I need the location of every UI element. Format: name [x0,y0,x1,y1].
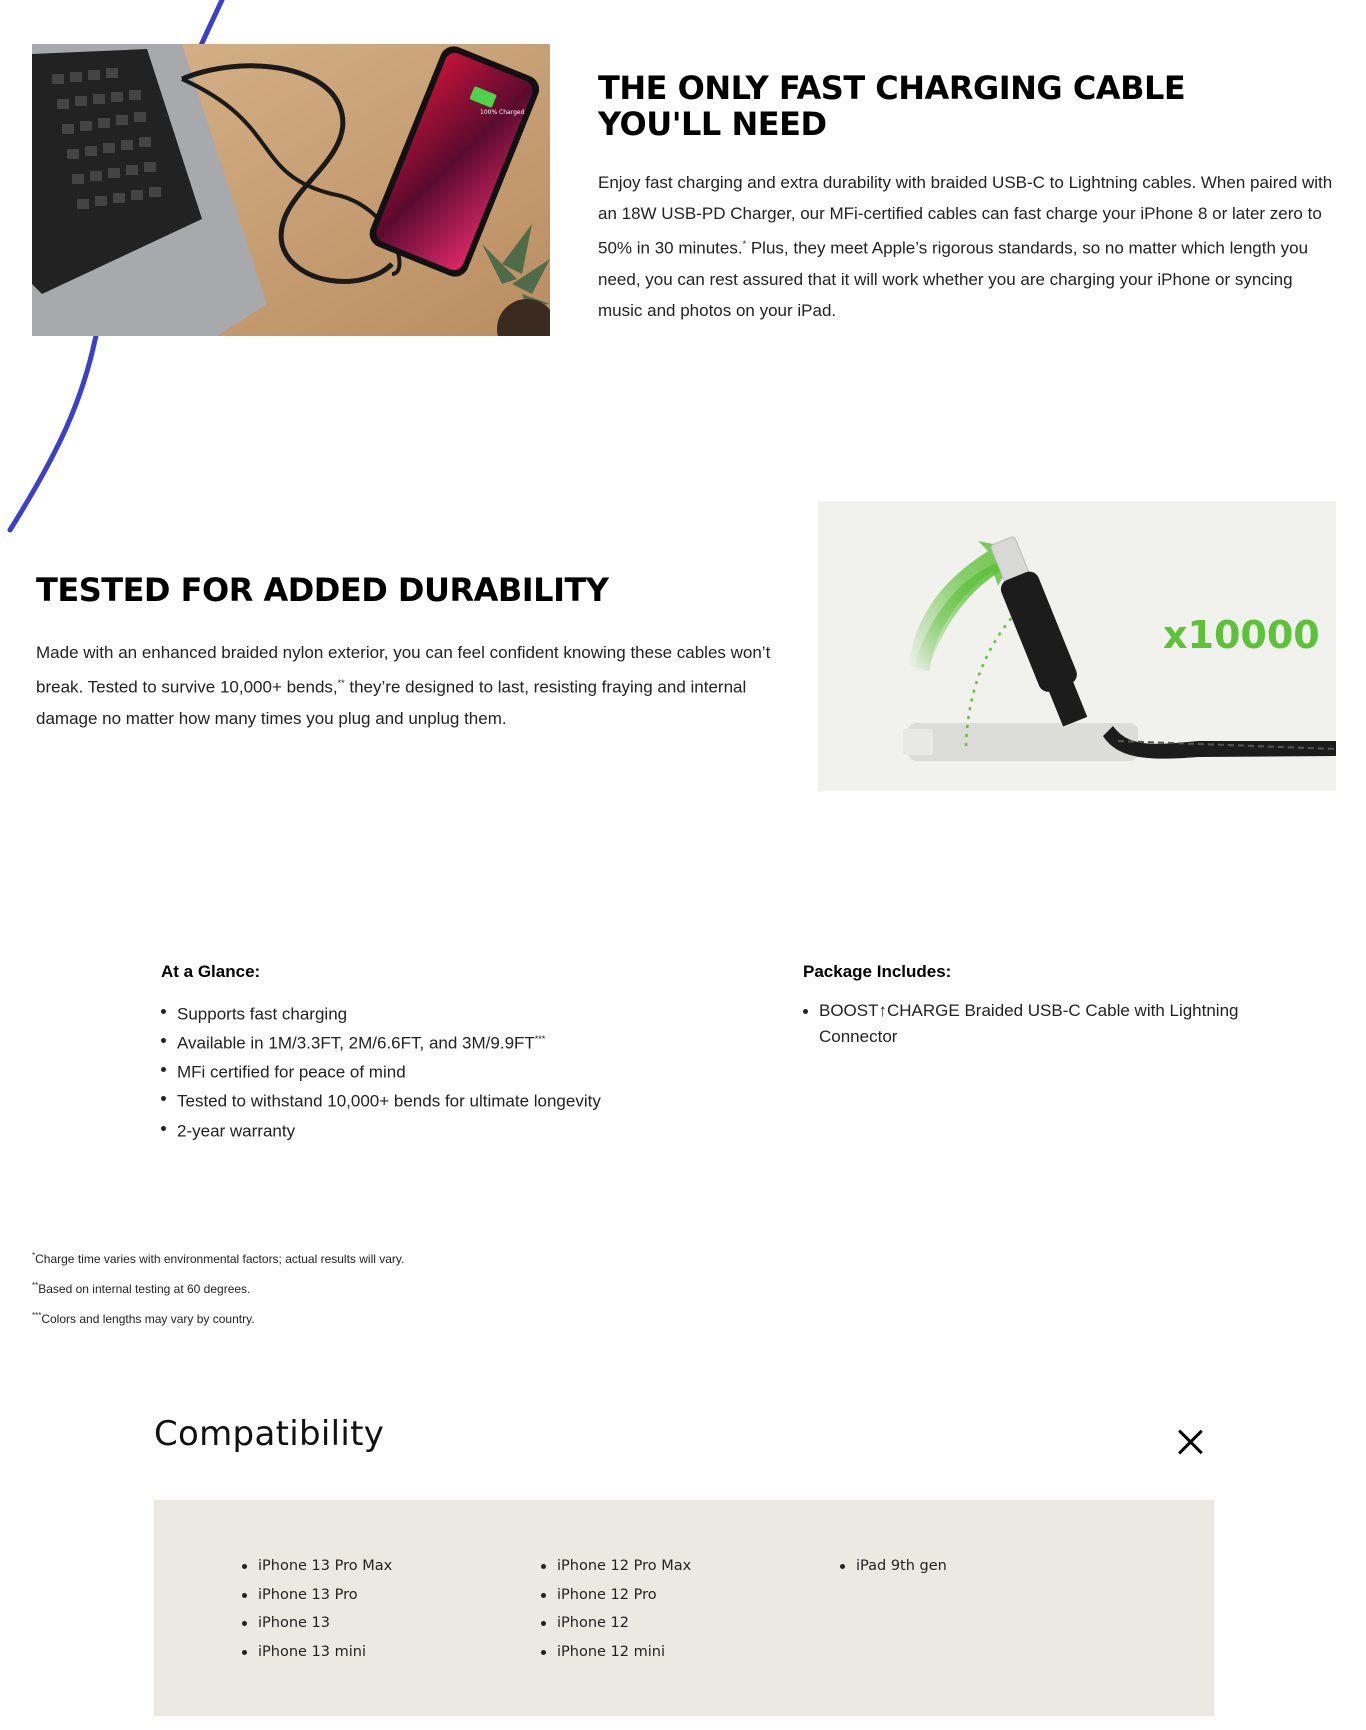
compatibility-list-iphone-12 [539,1552,691,1666]
list-item: iPhone 13 Pro Max [240,1552,392,1581]
compatibility-panel [154,1500,1214,1716]
list-item: Available in 1M/3.3FT, 2M/6.6FT, and 3M/9.9FT*** [161,1027,721,1056]
list-item: Supports fast charging [161,998,721,1027]
feature-body-durability: Made with an enhanced braided nylon exterior, you can feel confident knowing these cables won’t break. Tested to survive 10,000+ bends,** they’re designed to last, resisting fraying and internal damage no matter how many times you plug and unplug them. [36,643,771,728]
list-item: Tested to withstand 10,000+ bends for ultimate longevity [161,1085,721,1114]
list-item: MFi certified for peace of mind [161,1056,721,1085]
footnote-testing: **Based on internal testing at 60 degrees. [32,1281,251,1296]
compatibility-list-ipad [838,1552,947,1581]
bend-count-badge: x10000 [1163,613,1320,657]
compatibility-title: Compatibility [154,1414,385,1454]
list-item: iPhone 13 Pro [240,1581,392,1610]
close-icon[interactable] [1176,1428,1204,1456]
list-item: iPhone 13 mini [240,1638,392,1667]
list-item: 2-year warranty [161,1115,721,1144]
feature-title-fast-charging: THE ONLY FAST CHARGING CABLE YOU'LL NEED [598,69,1186,143]
list-item: iPhone 13 [240,1609,392,1638]
list-item: iPhone 12 Pro Max [539,1552,691,1581]
package-includes-heading: Package Includes: [803,962,952,981]
compatibility-list-iphone-13 [240,1552,392,1666]
feature-body-fast-charging: Enjoy fast charging and extra durability with braided USB-C to Lightning cables. When paired with an 18W USB-PD Charger, our MFi-certified cables can fast charge your iPhone 8 or later zero to 50% in 30 minutes.* Plus, they meet Apple’s rigorous standards, so no matter which length you need, you can rest assured that it will work whether you are charging your iPhone or syncing music and photos on your iPad. [598,173,1333,320]
feature-title-durability: TESTED FOR ADDED DURABILITY [36,571,609,609]
list-item: iPhone 12 [539,1609,691,1638]
phone-status-text: 100% Charged [480,109,525,116]
list-item: iPhone 12 mini [539,1638,691,1667]
list-item: BOOST↑CHARGE Braided USB-C Cable with Lightning Connector [803,998,1283,1049]
feature-image-laptop-phone [32,44,550,336]
package-includes-list [803,998,1283,1049]
list-item: iPhone 12 Pro [539,1581,691,1610]
at-a-glance-heading: At a Glance: [161,962,261,981]
footnote-colors: ***Colors and lengths may vary by country. [32,1311,255,1326]
footnote-charge-time: *Charge time varies with environmental factors; actual results will vary. [32,1251,405,1266]
list-item: iPad 9th gen [838,1552,947,1581]
at-a-glance-list [161,998,721,1144]
feature-image-bend-test [818,501,1336,791]
